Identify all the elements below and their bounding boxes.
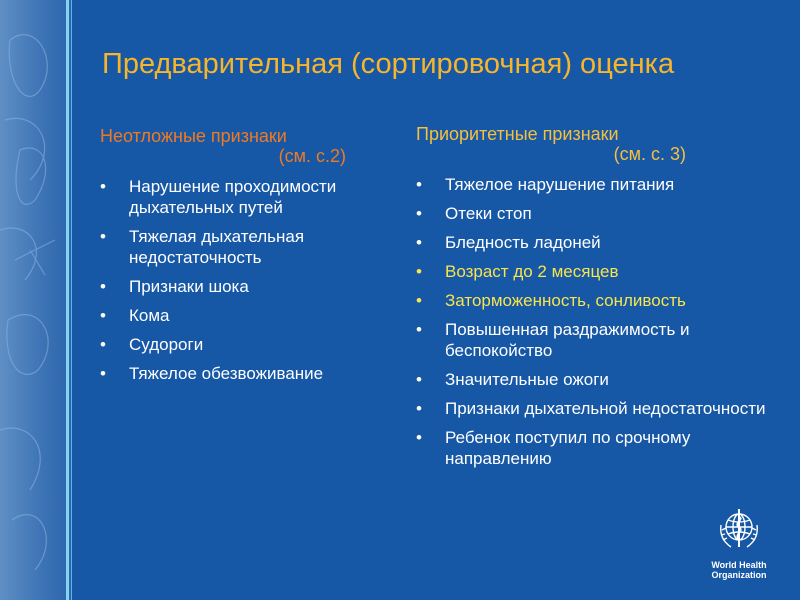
list-item: • Тяжелое нарушение питания — [416, 175, 675, 194]
list-item: • Нарушение проходимости дыхательных путей — [100, 177, 337, 217]
list-item: • Отеки стоп — [416, 204, 532, 223]
bullet-icon: • — [416, 233, 422, 252]
bullet-icon: • — [100, 364, 106, 383]
bullet-icon: • — [100, 227, 106, 246]
list-item: • Повышенная раздражимость и беспокойство — [416, 320, 690, 360]
list-item: • Признаки шока — [100, 277, 249, 296]
bullet-icon: • — [416, 291, 422, 310]
bullet-icon: • — [416, 320, 422, 339]
list-item: • Бледность ладоней — [416, 233, 601, 252]
list-item: • Ребенок поступил по срочному направлению — [416, 428, 691, 468]
list-item: • Значительные ожоги — [416, 370, 609, 389]
bullet-icon: • — [416, 370, 422, 389]
who-logo-text: World Health Organization — [711, 560, 767, 580]
bullet-icon: • — [100, 306, 106, 325]
emergency-signs-section — [100, 126, 390, 392]
emergency-heading — [100, 126, 390, 166]
strip-divider-line — [71, 0, 72, 600]
who-emblem-icon — [717, 505, 761, 553]
who-logo — [708, 505, 770, 580]
list-item: • Судороги — [100, 335, 204, 354]
list-item: • Тяжелая дыхательная недостаточность — [100, 227, 305, 267]
bullet-icon: • — [100, 335, 106, 354]
priority-heading-text: Приоритетные признаки — [416, 124, 619, 144]
bullet-icon: • — [100, 277, 106, 296]
decorative-side-strip — [0, 0, 72, 600]
bullet-icon: • — [416, 204, 422, 223]
priority-heading — [416, 124, 786, 164]
emergency-heading-text: Неотложные признаки — [100, 126, 287, 146]
bullet-icon: • — [416, 262, 422, 281]
priority-list — [416, 174, 786, 469]
strip-divider-line — [66, 0, 69, 600]
slide-title: Предварительная (сортировочная) оценка — [102, 48, 675, 80]
priority-heading-ref: (см. с. 3) — [613, 144, 686, 164]
list-item: • Тяжелое обезвоживание — [100, 364, 324, 383]
bullet-icon: • — [416, 175, 422, 194]
leaf-pattern-icon — [0, 0, 72, 600]
bullet-icon: • — [416, 399, 422, 418]
emergency-list — [100, 176, 390, 384]
priority-signs-section — [416, 124, 786, 477]
bullet-icon: • — [416, 428, 422, 447]
bullet-icon: • — [100, 177, 106, 196]
list-item: • Кома — [100, 306, 170, 325]
list-item: • Признаки дыхательной недостаточности — [416, 399, 766, 418]
emergency-heading-ref: (см. с.2) — [278, 146, 346, 166]
list-item-highlighted: • Заторможенность, сонливость — [416, 291, 686, 310]
list-item-highlighted: • Возраст до 2 месяцев — [416, 262, 619, 281]
